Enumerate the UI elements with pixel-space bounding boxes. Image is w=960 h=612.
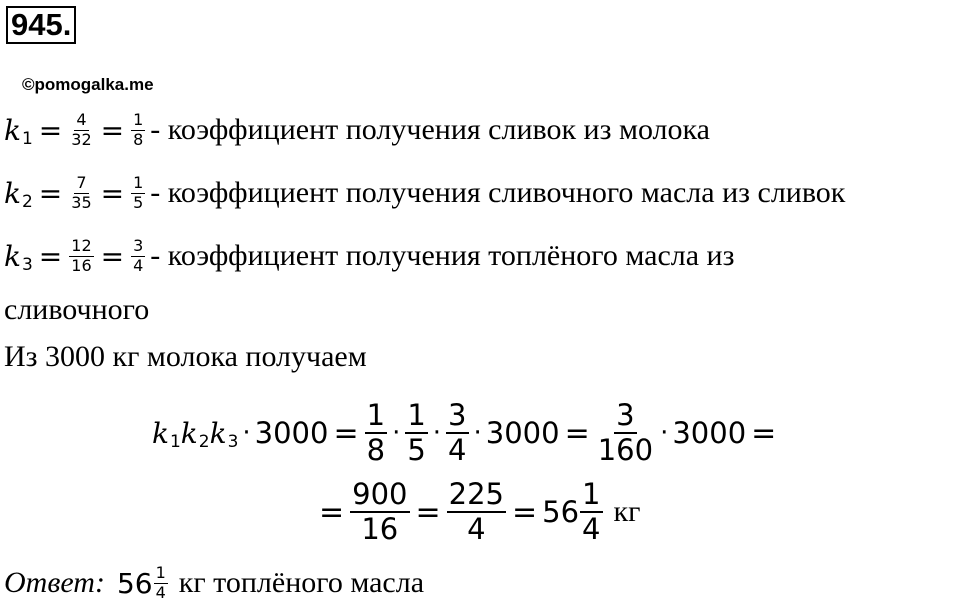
coef-sub: 1: [21, 129, 33, 149]
watermark: ©pomogalka.me: [22, 75, 154, 94]
answer-whole: 56: [116, 566, 153, 600]
numerator: 1: [580, 478, 602, 513]
coef-var: k: [4, 176, 21, 210]
equals-sign: =: [38, 176, 63, 210]
var-k: k: [152, 416, 169, 450]
numerator: 1: [133, 110, 144, 130]
unit: кг: [613, 495, 641, 528]
var-k: k: [209, 416, 227, 450]
coefficient-line-3: [4, 227, 734, 285]
equals-sign: =: [100, 176, 125, 210]
equals-sign: =: [564, 415, 590, 451]
coef-sub: 2: [21, 192, 33, 212]
numerator: 1: [405, 399, 427, 434]
equals-sign: =: [333, 415, 359, 451]
sub: 3: [227, 432, 239, 452]
numerator: 3: [614, 399, 636, 434]
equals-sign: =: [38, 239, 63, 273]
numerator: 4: [76, 110, 87, 130]
coef-var: k: [4, 239, 21, 273]
multiply-dot: ·: [242, 418, 251, 448]
denominator: 4: [448, 433, 467, 467]
fraction: [69, 237, 93, 275]
coef-description: - коэффициент получения сливочного масла из сливок: [150, 176, 846, 209]
fraction: [131, 111, 145, 149]
fraction: [446, 399, 468, 468]
denominator: 4: [467, 512, 486, 546]
equals-sign: =: [100, 239, 125, 273]
multiply-dot: ·: [660, 418, 669, 448]
coef-description: - коэффициент получения сливок из молока: [150, 113, 710, 146]
wrapped-text: сливочного: [4, 293, 150, 326]
fraction: [131, 237, 145, 275]
denominator: 16: [361, 512, 399, 546]
fraction: [365, 399, 387, 468]
coef-var: k: [4, 113, 21, 147]
coefficient-line-2: [4, 164, 845, 222]
equals-sign: =: [100, 113, 125, 147]
numerator: 12: [71, 236, 92, 256]
equals-sign: =: [38, 113, 63, 147]
denominator: 16: [71, 255, 92, 275]
fraction: [350, 478, 409, 547]
var-k: k: [180, 416, 198, 450]
sub: 1: [169, 432, 181, 452]
intro-text: Из 3000 кг молока получаем: [4, 340, 367, 373]
fraction: [405, 399, 427, 468]
numerator: 3: [446, 399, 468, 434]
fraction: [69, 174, 93, 212]
denominator: 4: [155, 582, 166, 602]
mass-value: 3000: [485, 416, 560, 450]
equals-sign: =: [415, 494, 441, 530]
fraction: [154, 564, 168, 602]
denominator: 8: [133, 129, 144, 149]
multiply-dot: ·: [473, 418, 482, 448]
answer-text: кг топлёного масла: [178, 566, 425, 599]
numerator: 1: [155, 563, 166, 583]
denominator: 4: [582, 512, 601, 546]
coef-description: - коэффициент получения топлёного масла из: [150, 239, 735, 272]
problem-number: 945.: [6, 6, 76, 44]
mixed-whole: 56: [542, 495, 580, 529]
denominator: 8: [366, 433, 386, 467]
denominator: 5: [407, 433, 426, 467]
denominator: 4: [133, 255, 144, 275]
numerator: 7: [76, 173, 87, 193]
fraction: [596, 399, 655, 468]
coef-sub: 3: [21, 255, 33, 275]
sub: 2: [198, 432, 210, 452]
numerator: 225: [447, 478, 506, 513]
numerator: 1: [133, 173, 144, 193]
denominator: 160: [597, 433, 654, 467]
answer-line: [4, 554, 424, 612]
multiply-dot: ·: [392, 418, 401, 448]
fraction: [447, 478, 506, 547]
multiply-dot: ·: [432, 418, 442, 448]
answer-label: Ответ:: [4, 566, 105, 599]
fraction: [69, 111, 93, 149]
equation-line-2: [314, 472, 640, 552]
numerator: 3: [133, 236, 144, 256]
mass-value: 3000: [672, 416, 747, 450]
equation-line-1: [152, 393, 781, 473]
equals-sign: =: [751, 415, 777, 451]
denominator: 35: [71, 192, 92, 212]
numerator: 900: [350, 478, 409, 513]
numerator: 1: [365, 399, 387, 434]
coefficient-line-1: [4, 101, 710, 159]
fraction: [131, 174, 145, 212]
equals-sign: =: [319, 494, 345, 530]
equals-sign: =: [512, 494, 538, 530]
fraction: [580, 478, 602, 547]
denominator: 5: [133, 192, 144, 212]
mass-value: 3000: [254, 416, 329, 450]
denominator: 32: [71, 129, 92, 149]
